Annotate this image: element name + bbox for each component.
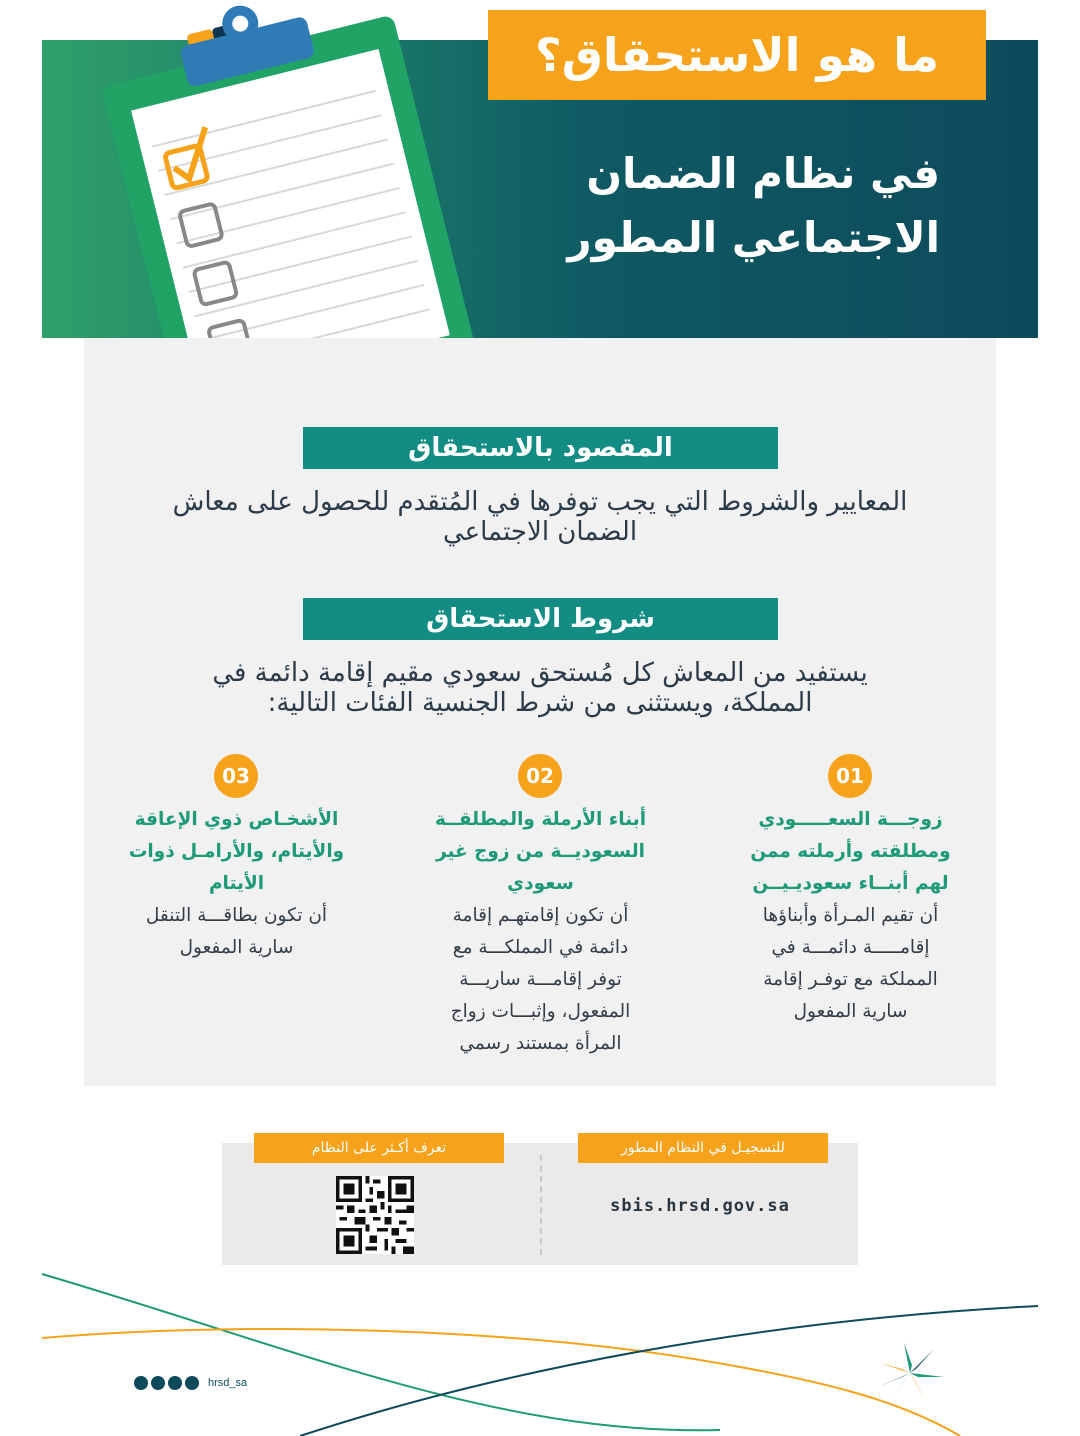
- social-handle: hrsd_sa: [208, 1377, 248, 1389]
- category-01-desc-line: المملكة مع توفـر إقامة: [763, 969, 938, 990]
- category-01-desc-line: أن تقيم المـرأة وأبناؤها: [762, 905, 939, 926]
- category-02-desc-line: المفعول، وإثبـــات زواج: [450, 1001, 631, 1022]
- category-02-desc-line: توفر إقامـــة ساريـــة: [459, 969, 622, 990]
- learn-more-label: تعرف أكـثر على النظام: [254, 1133, 504, 1163]
- category-02-desc-line: أن تكون إقامتهـم إقامة: [452, 905, 629, 926]
- category-01-title-line: لهم أبنــاء سعوديـيــن: [752, 873, 949, 894]
- definition-text-line-2: الضمان الاجتماعي: [442, 517, 638, 547]
- ministry-logo-icon: [872, 1340, 948, 1406]
- category-badge-01: 01: [828, 754, 872, 798]
- category-03-title-line: الأشخـاص ذوي الإعاقة: [134, 809, 339, 830]
- facebook-icon[interactable]: [168, 1376, 182, 1390]
- twitter-icon[interactable]: [151, 1376, 165, 1390]
- category-badge-03: 03: [214, 754, 258, 798]
- category-01-title-line: زوجـــة السعـــــودي: [758, 809, 943, 830]
- subtitle-line-2: الاجتماعي المطور: [567, 213, 940, 262]
- qr-code-icon[interactable]: [336, 1176, 414, 1254]
- category-01-desc-line: سارية المفعول: [793, 1001, 908, 1022]
- category-03-desc-line: سارية المفعول: [179, 937, 294, 958]
- category-03-desc-line: أن تكون بطاقـــة التنقل: [145, 905, 328, 926]
- instagram-icon[interactable]: [185, 1376, 199, 1390]
- category-01-desc-line: إقامـــــة دائمـــة في: [771, 937, 930, 958]
- category-01: [738, 804, 963, 1028]
- page-title: ما هو الاستحقاق؟: [535, 28, 939, 82]
- register-label: للتسجيـل في النظام المطور: [578, 1133, 828, 1163]
- conditions-text: [140, 658, 940, 718]
- category-03-title-line: والأيتام، والأرامـل ذوات: [128, 841, 345, 862]
- title-banner: [488, 10, 986, 100]
- conditions-heading: شروط الاستحقاق: [303, 598, 778, 640]
- subtitle-line-1: في نظام الضمان: [586, 149, 940, 198]
- divider: [540, 1155, 542, 1255]
- conditions-text-line-2: المملكة، ويستثنى من شرط الجنسية الفئات التالية:: [267, 688, 813, 718]
- definition-text: [120, 487, 960, 547]
- conditions-text-line-1: يستفيد من المعاش كل مُستحق سعودي مقيم إقامة دائمة في: [212, 658, 868, 688]
- category-02-desc-line: المرأة بمستند رسمي: [459, 1033, 622, 1054]
- definition-heading: المقصود بالاستحقاق: [303, 427, 778, 469]
- category-badge-02: 02: [518, 754, 562, 798]
- youtube-icon[interactable]: [134, 1376, 148, 1390]
- register-url-link[interactable]: sbis.hrsd.gov.sa: [610, 1196, 790, 1216]
- category-01-title-line: ومطلقته وأرملته ممن: [750, 841, 951, 862]
- category-03: [124, 804, 349, 964]
- category-02-title-line: سعودي: [507, 873, 574, 894]
- category-02-desc-line: دائمة في المملكـــة مع: [452, 937, 629, 958]
- subtitle: [470, 142, 940, 270]
- category-02: [428, 804, 653, 1060]
- category-02-title-line: أبناء الأرملة والمطلقــة: [434, 809, 647, 830]
- category-03-title-line: الأيتام: [208, 873, 265, 894]
- definition-text-line-1: المعايير والشروط التي يجب توفرها في المُتقدم للحصول على معاش: [172, 487, 908, 517]
- social-links: [134, 1376, 247, 1390]
- category-02-title-line: السعوديــة من زوج غير: [435, 841, 646, 862]
